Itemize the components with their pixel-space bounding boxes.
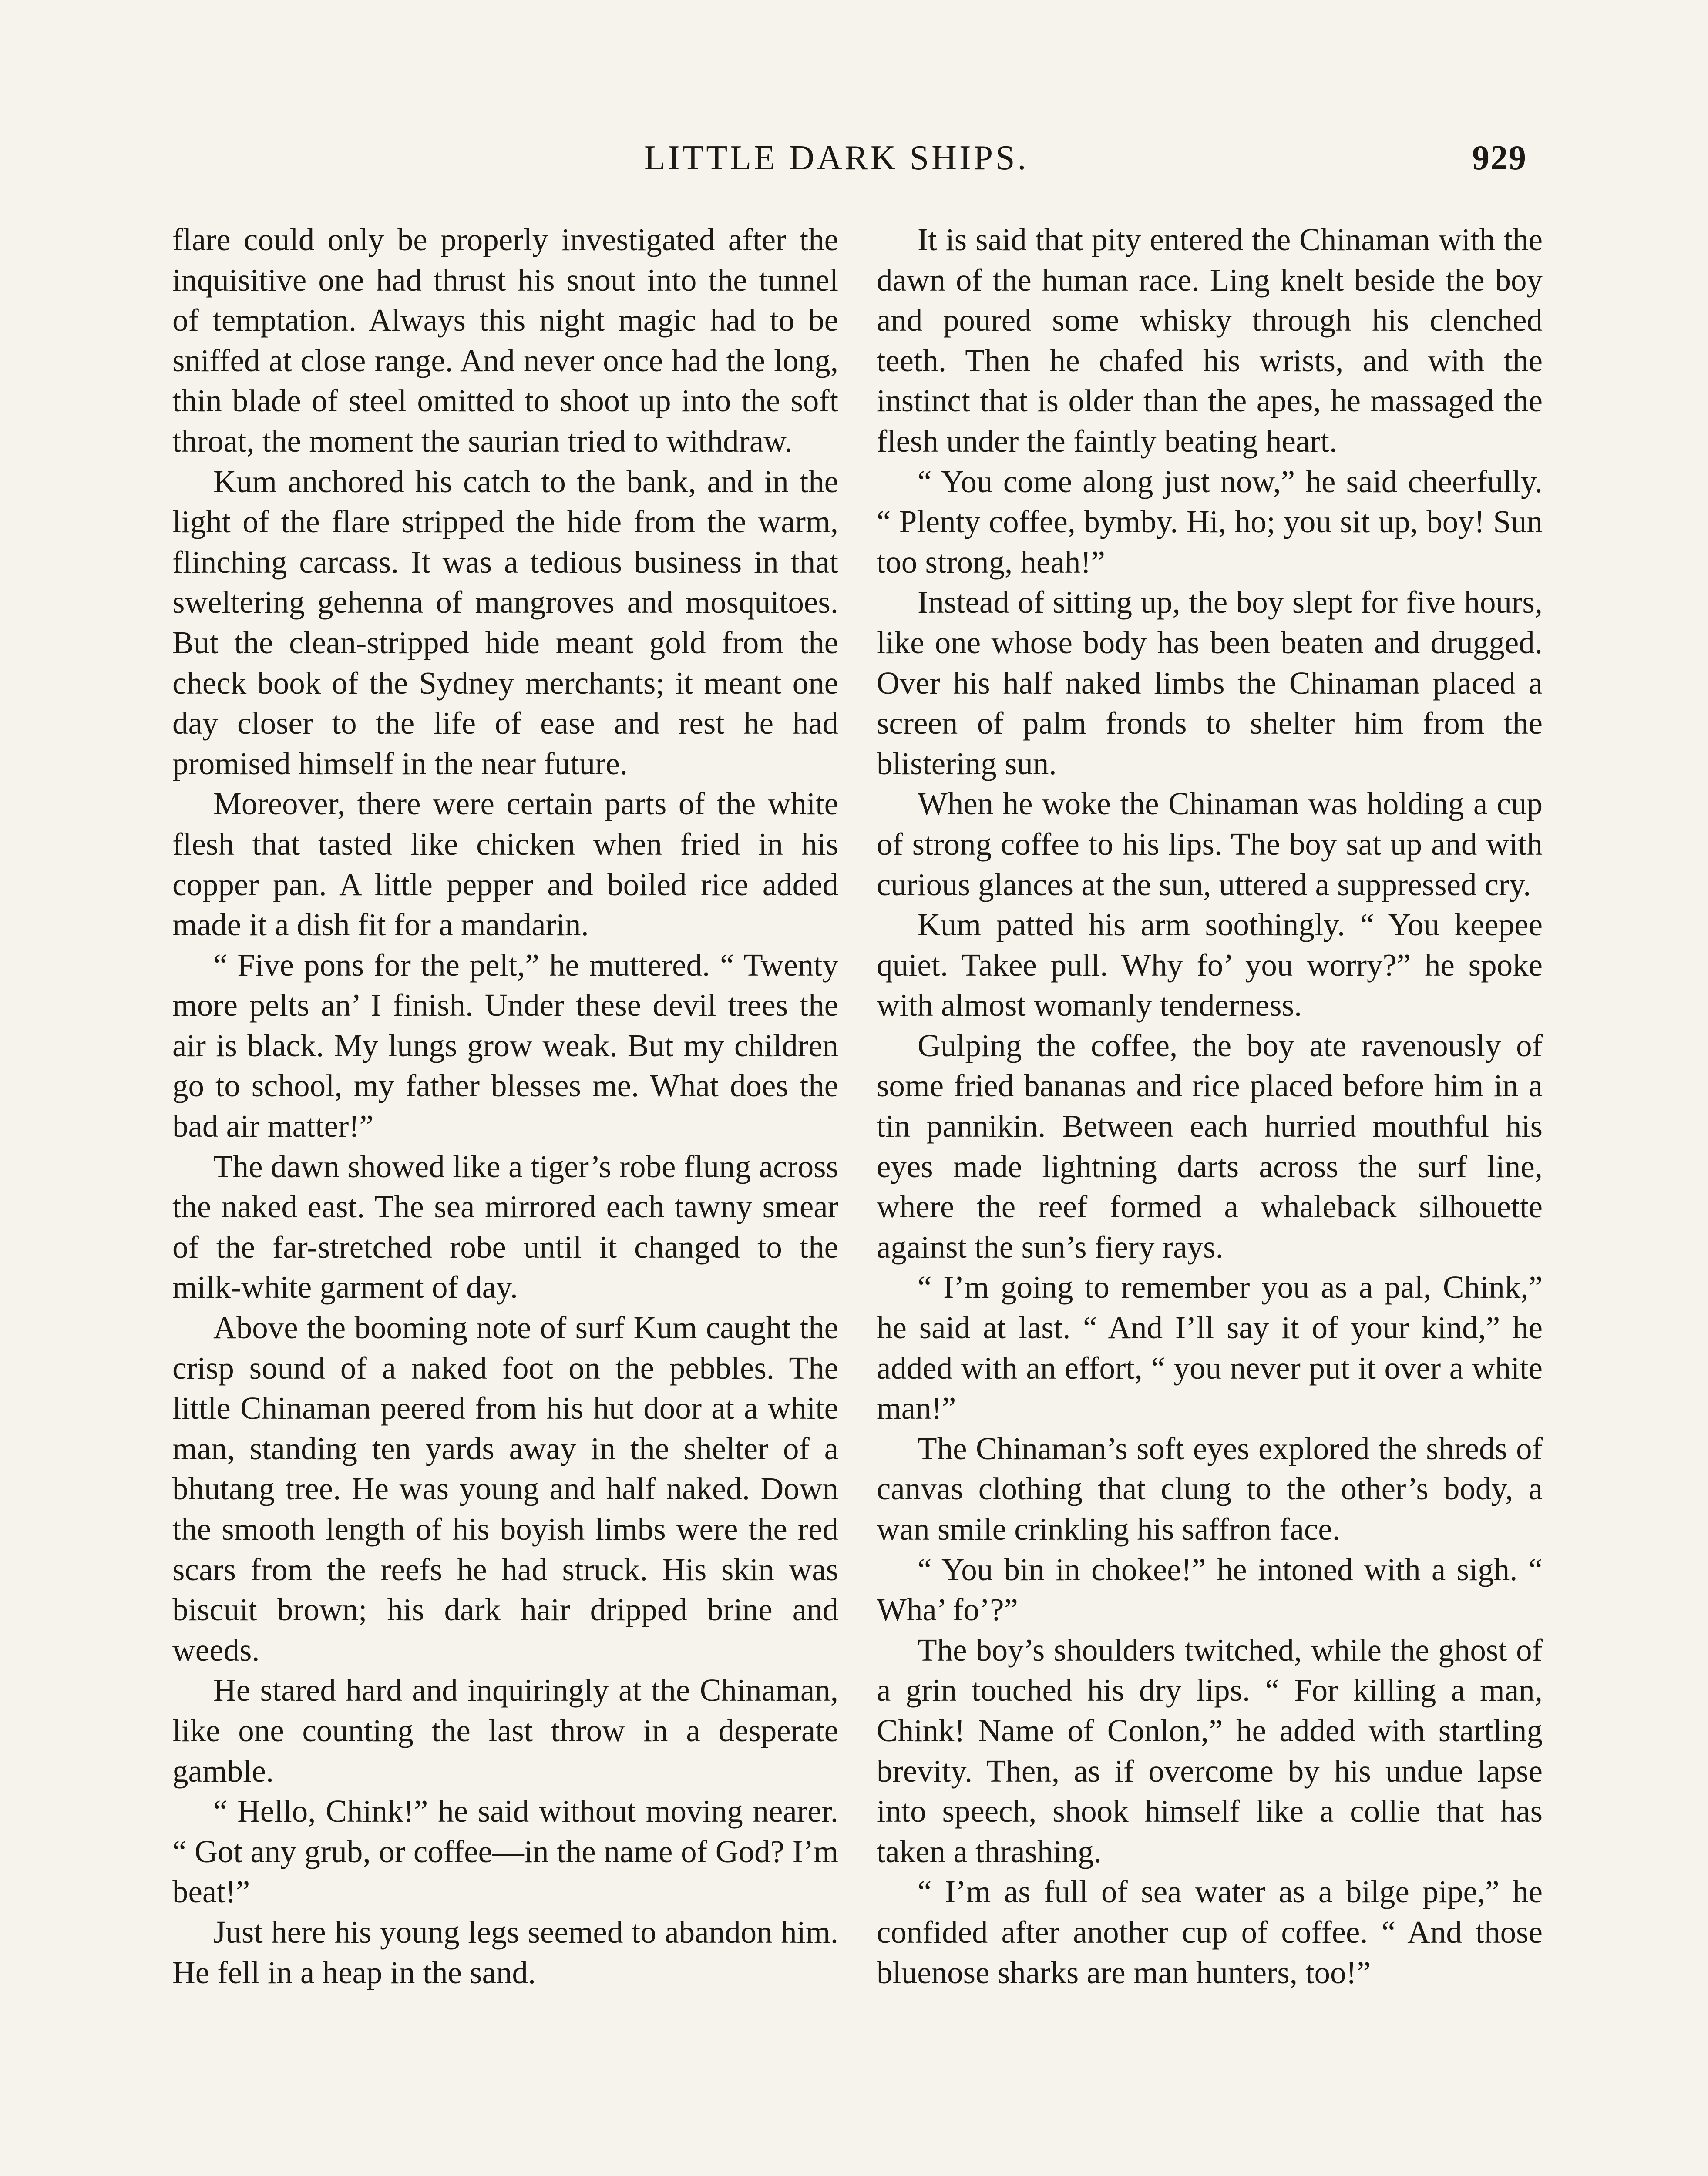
paragraph: Above the booming note of surf Kum caught the crisp sound of a naked foot on the pebbles. The little Chinaman peered from his hut door at a white man, standing ten yards away in the shelter of a bhutang tree. He was young and half naked. Down the smooth length of his boyish limbs were the red scars from the reefs he had struck. His skin was biscuit brown; his dark hair dripped brine and weeds. [172, 1310, 838, 1668]
paragraph: “ I’m going to remember you as a pal, Chink,” he said at last. “ And I’ll say it of your kind,” he added with an effort, “ you never put it over a white man!” [877, 1269, 1543, 1426]
paragraph: When he woke the Chinaman was holding a cup of strong coffee to his lips. The boy sat up and with curious glances at the sun, uttered a suppressed cry. [877, 786, 1543, 902]
paragraph: “ You bin in chokee!” he intoned with a sigh. “ Wha’ fo’?” [877, 1551, 1543, 1628]
paragraph: The boy’s shoulders twitched, while the ghost of a grin touched his dry lips. “ For killing a man, Chink! Name of Conlon,” he added with startling brevity. Then, as if overcome by his undue lapse into speech, shook himself like a collie that has taken a thrashing. [877, 1632, 1543, 1869]
paragraph: “ Hello, Chink!” he said without moving nearer. “ Got any grub, or coffee—in the name of God? I’m beat!” [172, 1793, 838, 1910]
left-column [172, 220, 838, 1993]
paragraph: Just here his young legs seemed to abandon him. He fell in a heap in the sand. [172, 1914, 838, 1990]
right-column [877, 220, 1543, 1993]
paragraph: Kum patted his arm soothingly. “ You keepee quiet. Takee pull. Why fo’ you worry?” he spoke with almost womanly tenderness. [877, 907, 1543, 1023]
paragraph: Moreover, there were certain parts of the white flesh that tasted like chicken when fried in his copper pan. A little pepper and boiled rice added made it a dish fit for a mandarin. [172, 786, 838, 943]
running-title: LITTLE DARK SHIPS. [644, 139, 1029, 177]
paragraph: It is said that pity entered the Chinaman with the dawn of the human race. Ling knelt beside the boy and poured some whisky through his clenched teeth. Then he chafed his wrists, and with the instinct that is older than the apes, he massaged the flesh under the faintly beating heart. [877, 222, 1543, 459]
paragraph: Instead of sitting up, the boy slept for five hours, like one whose body has been beaten and drugged. Over his half naked limbs the Chinaman placed a screen of palm fronds to shelter him from the blistering sun. [877, 584, 1543, 781]
paragraph: flare could only be properly investigated after the inquisitive one had thrust his snout into the tunnel of temptation. Always this night magic had to be sniffed at close range. And never once had the long, thin blade of steel omitted to shoot up into the soft throat, the moment the saurian tried to withdraw. [172, 222, 838, 459]
paragraph: He stared hard and inquiringly at the Chinaman, like one counting the last throw in a desperate gamble. [172, 1672, 838, 1789]
paragraph: “ I’m as full of sea water as a bilge pipe,” he confided after another cup of coffee. “ And those bluenose sharks are man hunters, too!” [877, 1874, 1543, 1990]
paragraph: Kum anchored his catch to the bank, and in the light of the flare stripped the hide from the warm, flinching carcass. It was a tedious business in that sweltering gehenna of mangroves and mosquitoes. But the clean-stripped hide meant gold from the check book of the Sydney merchants; it meant one day closer to the life of ease and rest he had promised himself in the near future. [172, 463, 838, 781]
paragraph: The Chinaman’s soft eyes explored the shreds of canvas clothing that clung to the other’s body, a wan smile crinkling his saffron face. [877, 1431, 1543, 1547]
paragraph: “ Five pons for the pelt,” he muttered. “ Twenty more pelts an’ I finish. Under these devil trees the air is black. My lungs grow weak. But my children go to school, my father blesses me. What does the bad air matter!” [172, 947, 838, 1144]
page-number: 929 [1472, 139, 1527, 177]
paragraph: Gulping the coffee, the boy ate ravenously of some fried bananas and rice placed before him in a tin pannikin. Between each hurried mouthful his eyes made lightning darts across the surf line, where the reef formed a whaleback silhouette against the sun’s fiery rays. [877, 1028, 1543, 1265]
paragraph: “ You come along just now,” he said cheerfully. “ Plenty coffee, bymby. Hi, ho; you sit up, boy! Sun too strong, heah!” [877, 463, 1543, 580]
paragraph: The dawn showed like a tiger’s robe flung across the naked east. The sea mirrored each tawny smear of the far-stretched robe until it changed to the milk-white garment of day. [172, 1148, 838, 1305]
